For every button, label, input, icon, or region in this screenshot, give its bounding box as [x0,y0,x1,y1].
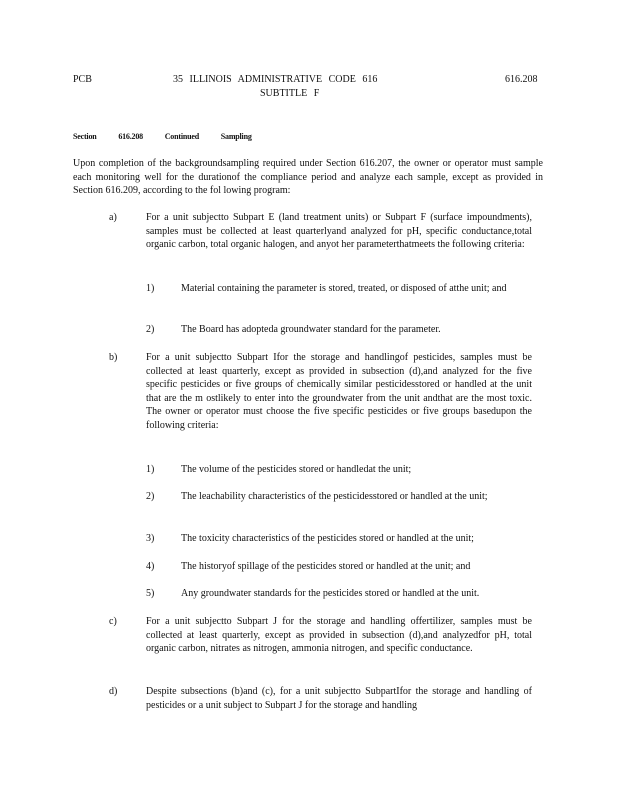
item-a2-text: The Board has adopteda groundwater standard for the parameter. [181,324,441,335]
section-title: Sampling [220,132,252,141]
item-b1-label: 1) [146,464,155,475]
item-b2-text: The leachability characteristics of the pesticidesstored or handled at the unit; [181,491,488,502]
item-c-label: c) [109,616,117,627]
section-number: 616.208 [118,132,143,141]
section-heading [73,130,272,144]
item-b1-text: The volume of the pesticides stored or handledat the unit; [181,464,412,475]
header-subtitle: SUBTITLE F [260,88,320,99]
item-b-text: For a unit subjectto Subpart Ifor the storage and handlingof pesticides, samples must be collected at least quarterly, except as provided in subsection (d),and analyzed for the five specific pesticides or five groups of chemically similar pesticidesstored or handled at the unit that are the m ostlikely to enter into the groundwater from the unit andthat are the most toxic. The owner or operator must choose the five specific pesticides or five groups basedupon the following criteria: [146,352,532,431]
item-c-text: For a unit subjectto Subpart J for the storage and handling offertilizer, samples must be collected at least quarterly, except as provided in subsection (d),and analyzedfor pH, total organic carbon, nitrates as nitrogen, ammonia nitrogen, and specific conductance. [146,616,532,654]
item-b5-label: 5) [146,588,155,599]
item-b4-label: 4) [146,561,155,572]
section-label: Section [73,132,97,141]
section-status: Continued [164,132,199,141]
intro-paragraph: Upon completion of the backgroundsampling required under Section 616.207, the owner or operator must sample each monitoring well for the durationof the compliance period and analyze each sample, except as provided in Section 616.209, according to the fol lowing program: [73,158,543,196]
item-b4-text: The historyof spillage of the pesticides stored or handled at the unit; and [181,561,471,572]
header-section-number: 616.208 [505,74,538,85]
header-agency: PCB [73,74,92,85]
item-a-text: For a unit subjectto Subpart E (land treatment units) or Subpart F (surface impoundments), samples must be collected at least quarterlyand analyzed for pH, specific conductance,total organic carbon, total organic halogen, and anyot her parameterthatmeets the following criteria: [146,212,532,250]
item-d-text: Despite subsections (b)and (c), for a unit subjectto SubpartIfor the storage and handling of pesticides or a unit subject to Subpart J for the storage and handling [146,686,532,711]
header-code-title: 35 ILLINOIS ADMINISTRATIVE CODE 616 [173,74,378,85]
item-b3-label: 3) [146,533,155,544]
item-b2-label: 2) [146,491,155,502]
item-a2-label: 2) [146,324,155,335]
item-b3-text: The toxicity characteristics of the pesticides stored or handled at the unit; [181,533,474,544]
item-b5-text: Any groundwater standards for the pesticides stored or handled at the unit. [181,588,480,599]
item-a1-text: Material containing the parameter is stored, treated, or disposed of atthe unit; and [181,283,507,294]
item-d-label: d) [109,686,118,697]
item-b-label: b) [109,352,118,363]
item-a1-label: 1) [146,283,155,294]
item-a-label: a) [109,212,117,223]
